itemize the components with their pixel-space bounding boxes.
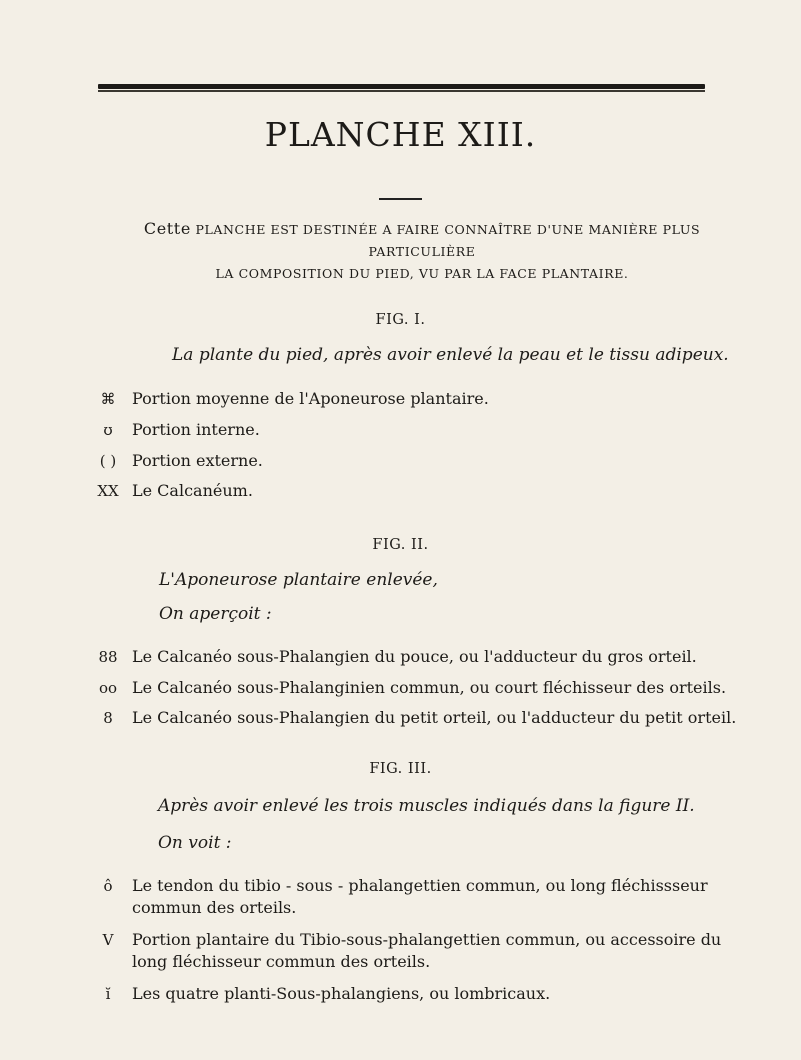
- fig2-caption: L'Aponeurose plantaire enlevée,: [159, 570, 438, 590]
- fig3-heading: FIG. III.: [369, 761, 432, 777]
- fig3-item-text: [132, 929, 742, 973]
- fig1-item-text: Portion moyenne de l'Aponeurose plantaire.: [132, 389, 489, 408]
- fig1-item-symbol: XX: [97, 482, 119, 500]
- fig3-item-line-2: long fléchisseur commun des orteils.: [132, 952, 431, 971]
- fig3-item-symbol: ĭ: [105, 985, 111, 1003]
- intro-line-2: LA COMPOSITION DU PIED, VU PAR LA FACE PLANTAIRE.: [215, 266, 629, 281]
- fig1-item-symbol: ⌘: [100, 390, 116, 408]
- top-rule: [98, 84, 705, 89]
- fig3-item-text: Les quatre planti-Sous-phalangiens, ou lombricaux.: [132, 984, 551, 1003]
- fig3-item-line-1: Le tendon du tibio - sous - phalangettien commun, ou long fléchissseur: [132, 876, 708, 895]
- fig3-item-text: [132, 875, 742, 919]
- fig3-item-symbol: ô: [103, 877, 113, 895]
- fig1-item-text: Portion externe.: [132, 451, 263, 470]
- fig2-heading: FIG. II.: [372, 537, 429, 553]
- fig2-item-text: Le Calcanéo sous-Phalangien du pouce, ou l'adducteur du gros orteil.: [132, 647, 697, 666]
- fig1-caption: La plante du pied, après avoir enlevé la peau et le tissu adipeux.: [172, 345, 729, 365]
- page-title: PLANCHE XIII.: [264, 115, 537, 154]
- intro-line-1: PLANCHE EST DESTINÉE A FAIRE CONNAÎTRE D'UNE MANIÈRE PLUS PARTICULIÈRE: [195, 222, 701, 259]
- intro-cap: Cette: [143, 219, 191, 238]
- fig3-item-line-1: Portion plantaire du Tibio-sous-phalangettien commun, ou accessoire du: [132, 930, 722, 949]
- fig2-item-text: Le Calcanéo sous-Phalanginien commun, ou court fléchisseur des orteils.: [132, 678, 727, 697]
- fig2-item-symbol: 88: [98, 648, 118, 666]
- fig1-item-symbol: ʊ: [103, 421, 113, 439]
- fig1-item-text: Portion interne.: [132, 420, 260, 439]
- title-divider: [379, 198, 422, 200]
- fig3-item-symbol: V: [102, 931, 114, 949]
- fig3-item-line-2: commun des orteils.: [132, 898, 297, 917]
- top-rule-thin: [98, 90, 705, 92]
- fig1-item-symbol: ( ): [99, 452, 117, 470]
- intro-paragraph: [102, 218, 742, 285]
- fig2-item-text: Le Calcanéo sous-Phalangien du petit orteil, ou l'adducteur du petit orteil.: [132, 708, 737, 727]
- fig2-item-symbol: 8: [103, 709, 113, 727]
- fig3-subcaption: On voit :: [158, 833, 232, 853]
- fig2-item-symbol: oo: [98, 679, 118, 697]
- fig2-subcaption: On aperçoit :: [159, 604, 272, 624]
- fig1-heading: FIG. I.: [375, 312, 426, 328]
- fig1-item-text: Le Calcanéum.: [132, 481, 253, 500]
- fig3-caption: Après avoir enlevé les trois muscles indiqués dans la figure II.: [158, 796, 695, 816]
